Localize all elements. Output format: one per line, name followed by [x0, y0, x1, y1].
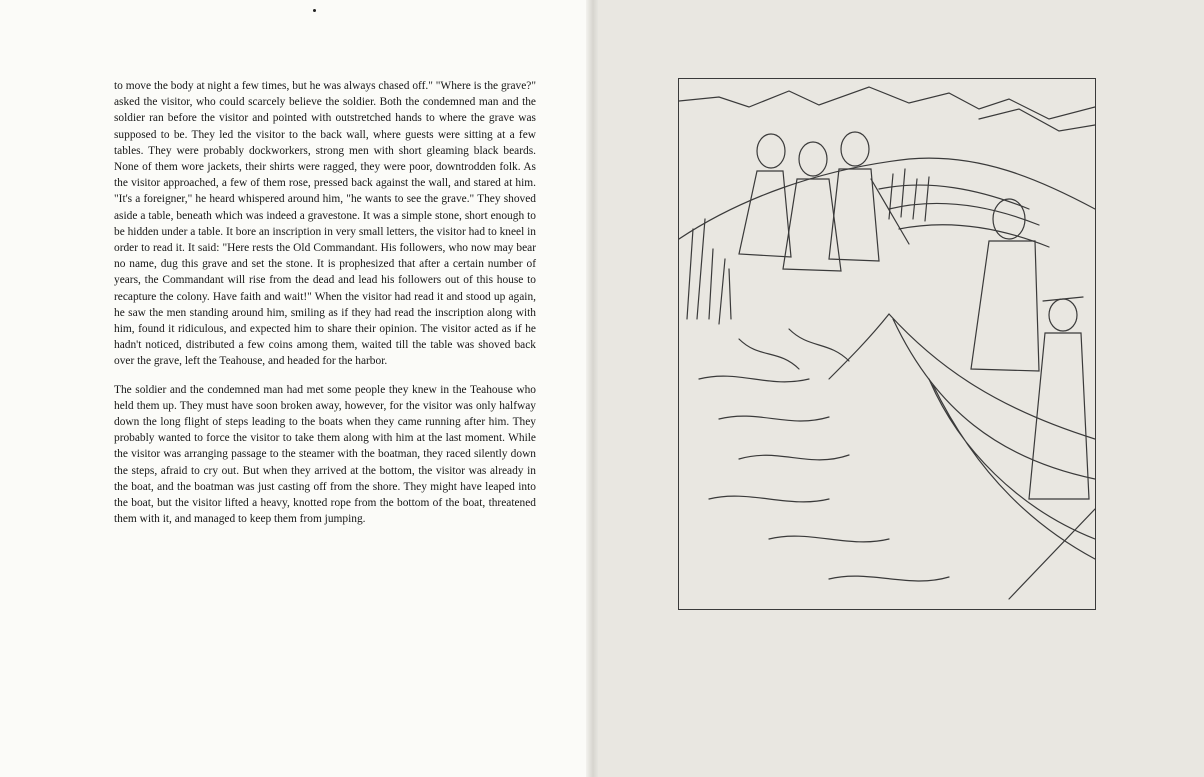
man-2-head	[1049, 299, 1077, 331]
paragraph-1: to move the body at night a few times, but he was always chased off." "Where is the grave?" asked the visitor, who could scarcely believe the soldier. Both the condemned man and the soldier ran before the visitor and pointed with outstretched hands to where the grave was supposed to be. They led the visitor to the back wall, where guests were sitting at a few tables. They were probably dockworkers, strong men with short gleaming black beards. None of them wore jackets, their shirts were ragged, they were poor, downtrodden folk. As the visitor approached, a few of them rose, pressed back against the wall, and stared at him. "It's a foreigner," he heard whispered around him, "he wants to see the grave." They shoved aside a table, beneath which was indeed a gravestone. It was a simple stone, short enough to be hidden under a table. It bore an inscription in very small letters, the visitor had to kneel in order to read it. It said: "Here rests the Old Commandant. His followers, who now may bear no name, dug this grave and set the stone. It is prophesized that after a certain number of years, the Commandant will rise from the dead and lead his followers out of this house to recapture the colony. Have faith and wait!" When the visitor had read it and stood up again, he saw the men standing around him, smiling as if they had read the inscription along with him, found it ridiculous, and expected him to share their opinion. The visitor acted as if he hadn't noticed, distributed a few coins among them, waited till the table was shoved back over the grave, left the Teahouse, and headed for the harbor.	[114, 80, 536, 368]
mountain-ridge	[979, 109, 1095, 131]
woman-3-dress	[829, 169, 879, 261]
woman-2-head	[799, 142, 827, 176]
water-ripples	[699, 376, 949, 581]
left-page	[0, 0, 592, 777]
oar	[1009, 509, 1095, 599]
text-block	[114, 78, 536, 539]
mountain-range	[679, 87, 1095, 119]
hill-hatching	[879, 185, 1049, 247]
boat-1	[889, 314, 1095, 479]
water-reflection	[739, 329, 849, 369]
right-page	[598, 0, 1204, 777]
woman-1-dress	[739, 171, 791, 257]
paragraph-2: The soldier and the condemned man had met some people they knew in the Teahouse who held them up. They must have soon broken away, however, for the visitor was only halfway down the long flight of steps leading to the boats when they came running after him. They probably wanted to force the visitor to take them along with him at the last moment. While the visitor was arranging passage to the steamer with the boatman, they raced silently down the steps, afraid to cry out. But when they arrived at the bottom, the visitor was already in the boat, and the boatman was just casting off from the shore. They might have leaped into the boat, but the visitor lifted a heavy, knotted rope from the bottom of the boat, threatened them with it, and managed to keep them from jumping.	[114, 383, 536, 526]
reeds-left	[687, 219, 731, 324]
shoreline	[679, 158, 1095, 239]
man-1-body	[971, 241, 1039, 371]
woman-1-head	[757, 134, 785, 168]
etching-illustration	[678, 78, 1096, 610]
man-2-hat	[1043, 297, 1083, 301]
etching-drawing	[679, 79, 1095, 609]
reeds-right	[889, 169, 929, 221]
page-mark	[313, 9, 316, 12]
rope-line	[829, 314, 889, 379]
man-1-head	[993, 199, 1025, 239]
woman-3-head	[841, 132, 869, 166]
